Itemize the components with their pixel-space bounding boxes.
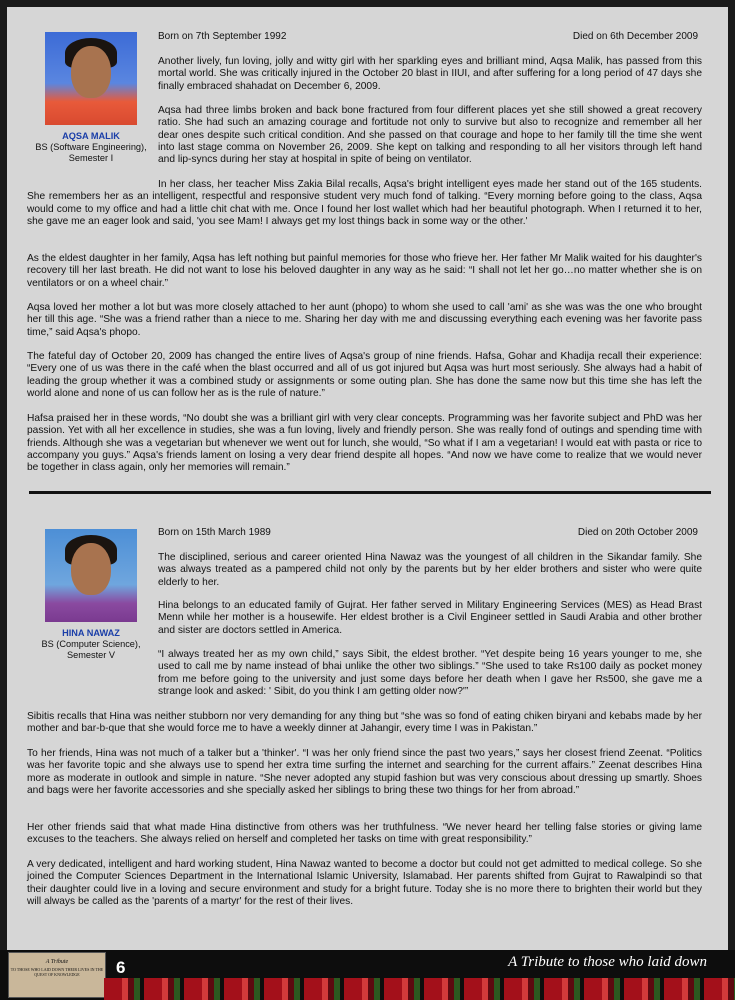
- paragraph: [27, 413, 702, 474]
- paragraph: [27, 822, 702, 847]
- face-shape: [71, 543, 111, 595]
- paragraph: [27, 859, 702, 908]
- paragraph-text: As the eldest daughter in her family, Aqsa has left nothing but painful memories for those who frieve her. Her father Mr Malik waited for his daughter's recovery till her last breath. He did not want to lose his beloved daughter in any way as he said: “I shall not let her go…no matter whether she is on ventilators or on a wheel chair.”: [27, 253, 702, 289]
- born-date: Born on 15th March 1989: [158, 527, 271, 538]
- paragraph: [27, 253, 702, 290]
- cover-thumbnail: [8, 952, 106, 998]
- paragraph-text: The fateful day of October 20, 2009 has changed the entire lives of Aqsa's group of nine friends. Hafsa, Gohar and Khadija recall their experience: “Every one of us was there in the café when the blast occurred and all of us got injured but Aqsa was hurt most seriously. She always had a habit of leading the group whether it was a combined study or assignments or some outing plan. She has done the same now but this time she has left the world alone and none of us can follow her as is the rule of nature.”: [27, 351, 702, 399]
- name-block: [17, 628, 165, 661]
- paragraph: [27, 748, 702, 797]
- paragraph: [158, 552, 702, 589]
- paragraph-text: “I always treated her as my own child,” says Sibit, the eldest brother. “Yet despite being 16 years younger to me, she used to call me by name instead of bhai unlike the other two siblings.” “She used to take Rs100 daily as pocket money from me before going to the university and just some days before her death when I gave her Rs500, she gave me a strange look and asked: ' Sibit, do you think I am getting older now?'”: [158, 649, 702, 697]
- thumb-subtitle: TO THOSE WHO LAID DOWN THEIR LIVES IN THE QUEST OF KNOWLEDGE: [10, 967, 104, 977]
- section-divider: [29, 491, 711, 494]
- person-program: BS (Software Engineering),: [35, 142, 147, 152]
- paragraph: [158, 649, 702, 698]
- name-block: [17, 131, 165, 164]
- paragraph: [27, 302, 702, 339]
- died-date: Died on 20th October 2009: [577, 527, 698, 538]
- person-program: BS (Computer Science),: [41, 639, 141, 649]
- person-semester: Semester V: [67, 650, 115, 660]
- paragraph-text: Aqsa loved her mother a lot but was more closely attached to her aunt (phopo) to whom she used to call 'ami' as she was was the one who brought her till this age. “She was a friend rather than a niece to me. Sharing her day with me and discussing everything each evening was her favorite pass time,” said Aqsa's phopo.: [27, 302, 702, 338]
- page: [7, 7, 728, 950]
- paragraph-text: Aqsa had three limbs broken and back bone fractured from four different places yet she still showed a great recovery ratio. She had such an amazing courage and fortitude not only to survive but also to recognize and remember all her dear ones despite such critical condition. And she passed on that courage and hope to her family till the time she went into last stage comma on November 26, 2009. She kept on talking and responding to all her visitors through left hand and lip-syncs during her stay at hospital in spite of being on ventilator.: [158, 105, 702, 166]
- paragraph-text: A very dedicated, intelligent and hard working student, Hina Nawaz wanted to become a doctor but could not get admitted to medical college. So she joined the Computer Sciences Department in the International Islamic University, Islamabad. Her parents shifted from Gujrat to Rawalpindi so that their daughter could live in a loving and secure environment and study for a bright future. Today she is no more there to brighten their world but they will always be called as the 'parents of a martyr' for the rest of their lives.: [27, 859, 702, 907]
- paragraph: [158, 105, 702, 166]
- person-semester: Semester I: [68, 153, 114, 163]
- person-name: AQSA MALIK: [62, 131, 120, 141]
- paragraph-text: Another lively, fun loving, jolly and witty girl with her sparkling eyes and brilliant mind, Aqsa Malik, has passed from this mortal world. She was critically injured in the October 20 blast in IIUI, and after suffering for a long period of 47 days she finally embraced shahadat on December 6, 2009.: [158, 56, 702, 92]
- died-date: Died on 6th December 2009: [572, 31, 698, 42]
- roses-border: [104, 978, 735, 1000]
- paragraph-text: Her other friends said that what made Hina distinctive from others was her truthfulness. “We never heard her telling false stories or giving lame excuses to the teachers. She always relied on herself and completed her tasks on time with great responsibility.”: [27, 822, 702, 846]
- paragraph: [158, 56, 702, 93]
- born-date: Born on 7th September 1992: [158, 31, 287, 42]
- footer-tagline: A Tribute to those who laid down: [508, 954, 707, 970]
- portrait-photo: [45, 529, 137, 622]
- paragraph-text: The disciplined, serious and career oriented Hina Nawaz was the youngest of all children in the Sikandar family. She was always treated as a pampered child not only by the parents but by her elder brothers and sister who were quite elderly to her.: [158, 552, 702, 588]
- portrait-photo: [45, 32, 137, 125]
- person-name: HINA NAWAZ: [62, 628, 120, 638]
- paragraph-text: Hafsa praised her in these words, “No doubt she was a brilliant girl with very clear concepts. Programming was her favorite subject and PhD was her passion. Yet with all her excellence in studies, she was a fun loving, lively and friendly person. She was really fond of outings and spending time with friends. Although she was a vegetarian but whenever we went out for lunch, she would, “So what if I am a vegetarian! I would eat with pasta or rice to accompany you guys.” Aqsa's friends lament on losing a very dear friend despite all hopes. “And now we have come to realize that we would never be together in class again, only her memories will remain.”: [27, 413, 702, 474]
- paragraph-text: Hina belongs to an educated family of Gujrat. Her father served in Military Engineering Services (MES) as Head Brast Menn while her mother is a housewife. Her eldest brother is a Civil Engineer settled in Saudi Arabia and other brother and sister are doctors settled in America.: [158, 600, 702, 636]
- paragraph-text: Sibitis recalls that Hina was neither stubborn nor very demanding for any thing but “she was so fond of eating chiken biryani and kebabs made by her mother and bar-b-que that she would force me to have a weekly dinner at Jahangir, every time I was in Pakistan.”: [27, 711, 702, 735]
- thumb-title: A Tribute: [45, 959, 69, 965]
- paragraph: [27, 179, 702, 228]
- page-number: 6: [116, 958, 126, 977]
- paragraph: [158, 600, 702, 637]
- paragraph-text: In her class, her teacher Miss Zakia Bilal recalls, Aqsa's bright intelligent eyes made her stand out of the 165 students. She remembers her as an intelligent, respectful and responsive student very much fond of talking. “Every morning before going to the class, Aqsa would come to my office and had a little chit chat with me. Once I found her lost wallet which had her beautiful photograph. When I returned it to her, she gave me an eager look and said, 'you see Mam! I always get my lost things back in some way or the other.': [27, 179, 702, 227]
- paragraph-text: To her friends, Hina was not much of a talker but a 'thinker'. “I was her only friend since the past two years,” says her closest friend Zeenat. “Politics was her favorite topic and she always use to spend her extra time surfing the internet and searching for the current affairs.” Zeenat describes Hina more as moderate in outlook and simple in nature. “She never adopted any stupid fashion but was very conscious about dressing up smartly. Shoes and bags were her favorite accessories and she specially asked her siblings to bring these two things for her from abroad.”: [27, 748, 702, 796]
- life-dates: [158, 527, 698, 538]
- paragraph: [27, 351, 702, 400]
- face-shape: [71, 46, 111, 98]
- page-footer: [0, 950, 735, 1000]
- paragraph: [27, 711, 702, 736]
- life-dates: [158, 31, 698, 42]
